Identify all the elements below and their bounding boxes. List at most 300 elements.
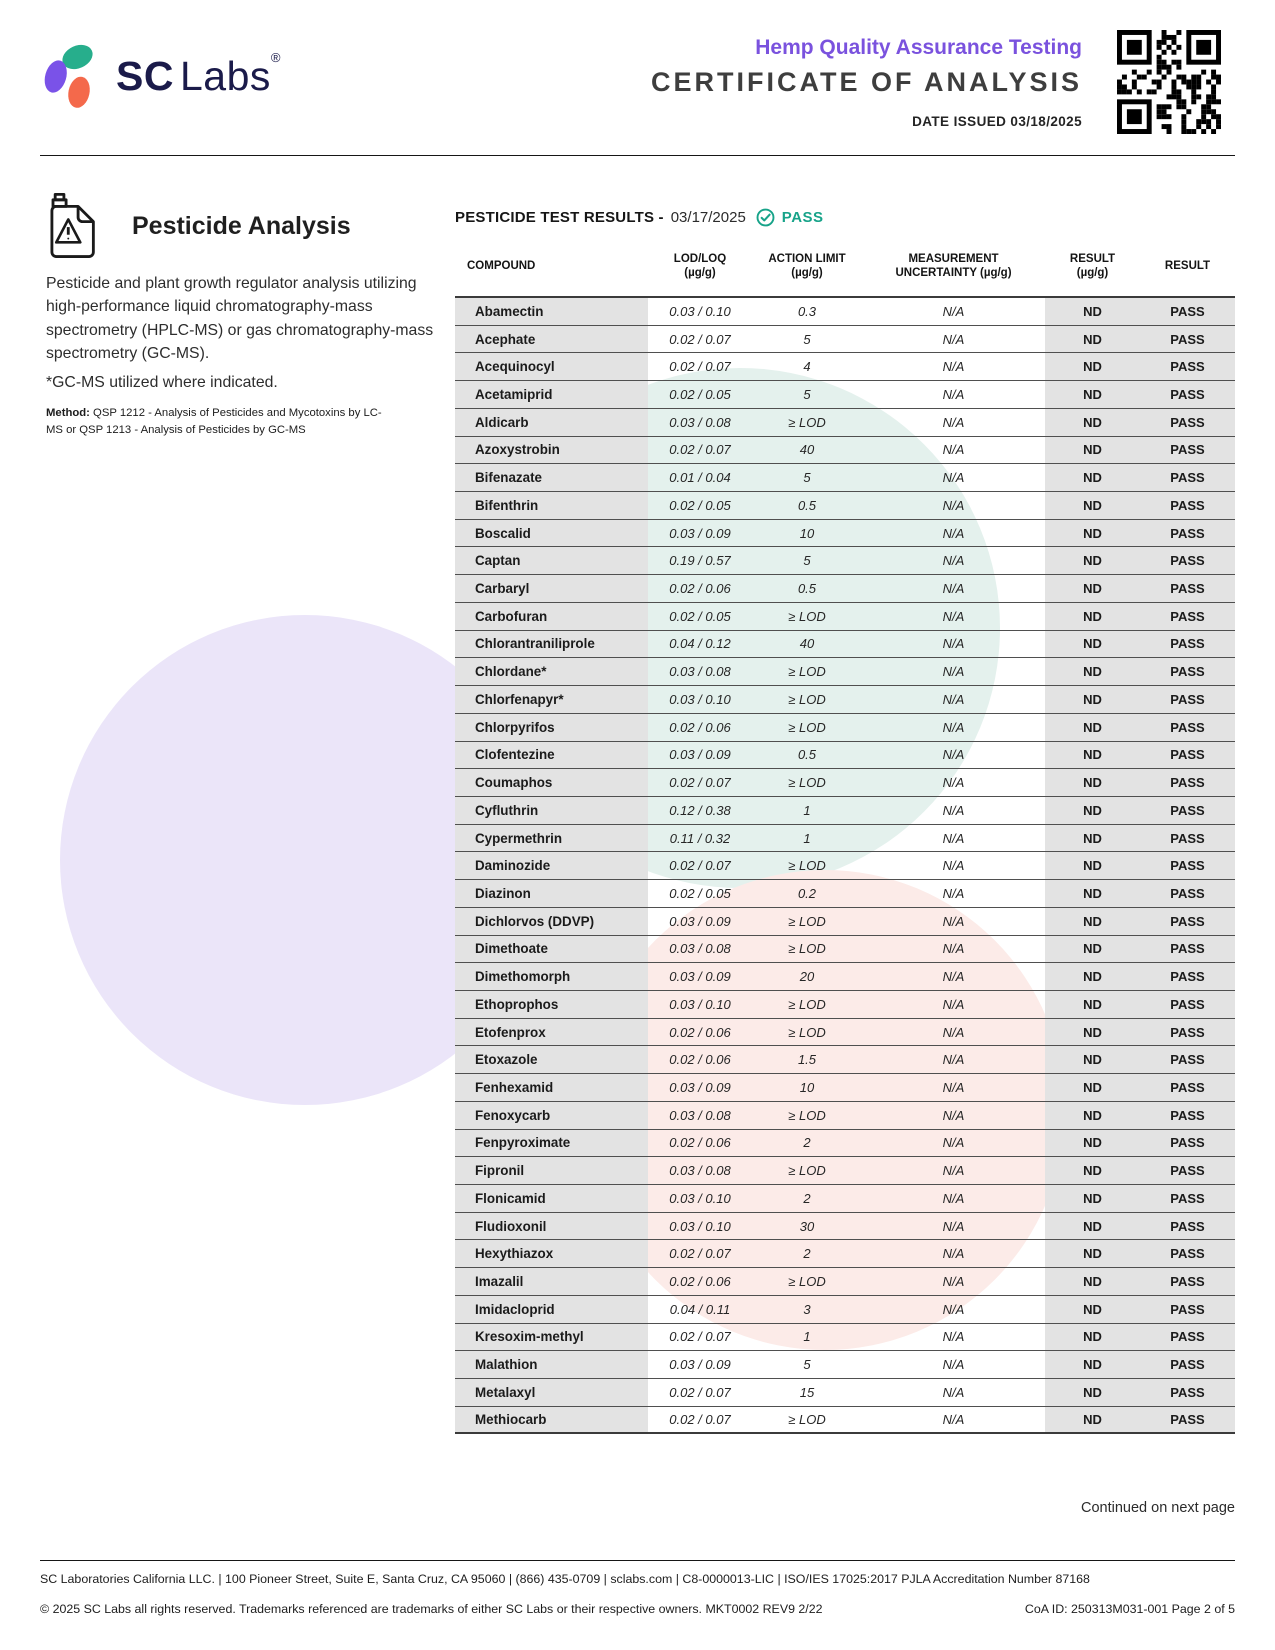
uncertainty-cell: N/A xyxy=(942,1274,965,1290)
uncertainty-cell: N/A xyxy=(942,497,965,513)
uncertainty-cell: N/A xyxy=(942,525,965,541)
method-value: QSP 1212 - Analysis of Pesticides and Mycotoxins by LC-MS or QSP 1213 - Analysis of Pesticides by GC-MS xyxy=(46,407,382,437)
lod-loq-cell: 0.02 / 0.07 xyxy=(669,1246,731,1262)
lod-loq-cell: 0.03 / 0.10 xyxy=(669,996,731,1012)
result-cell: ND xyxy=(1045,1185,1140,1212)
uncertainty-cell: N/A xyxy=(942,1024,965,1040)
logo-sc: SC xyxy=(116,53,174,99)
sclabs-logo xyxy=(40,36,281,114)
result-cell: ND xyxy=(1045,1074,1140,1101)
table-header-row xyxy=(455,236,1235,296)
compound-cell: Acequinocyl xyxy=(455,353,648,380)
lod-loq-cell: 0.03 / 0.09 xyxy=(669,969,731,985)
lod-loq-cell: 0.12 / 0.38 xyxy=(669,802,731,818)
lod-loq-cell: 0.03 / 0.10 xyxy=(669,303,731,319)
table-row xyxy=(455,1074,1235,1102)
lod-loq-cell: 0.03 / 0.08 xyxy=(669,1163,731,1179)
footer-legal xyxy=(40,1602,1235,1616)
status-cell: PASS xyxy=(1140,1074,1235,1101)
uncertainty-cell: N/A xyxy=(942,636,965,652)
action-limit-cell: 5 xyxy=(803,1357,811,1373)
table-row xyxy=(455,1046,1235,1074)
compound-cell: Hexythiazox xyxy=(455,1240,648,1267)
result-cell: ND xyxy=(1045,880,1140,907)
status-cell: PASS xyxy=(1140,298,1235,325)
lod-loq-cell: 0.02 / 0.06 xyxy=(669,1052,731,1068)
header-divider xyxy=(40,155,1235,156)
uncertainty-cell: N/A xyxy=(942,664,965,680)
compound-cell: Fipronil xyxy=(455,1157,648,1184)
method-text xyxy=(46,405,386,439)
lod-loq-cell: 0.02 / 0.07 xyxy=(669,331,731,347)
lod-loq-cell: 0.11 / 0.32 xyxy=(669,830,731,846)
status-cell: PASS xyxy=(1140,631,1235,658)
compound-cell: Fenhexamid xyxy=(455,1074,648,1101)
sclabs-logo-mark xyxy=(40,36,100,114)
status-cell: PASS xyxy=(1140,769,1235,796)
table-row xyxy=(455,852,1235,880)
uncertainty-cell: N/A xyxy=(942,913,965,929)
result-cell: ND xyxy=(1045,1157,1140,1184)
table-row xyxy=(455,409,1235,437)
lod-loq-cell: 0.03 / 0.08 xyxy=(669,941,731,957)
result-cell: ND xyxy=(1045,437,1140,464)
compound-cell: Clofentezine xyxy=(455,742,648,769)
table-row xyxy=(455,742,1235,770)
result-cell: ND xyxy=(1045,1324,1140,1351)
compound-cell: Cyfluthrin xyxy=(455,797,648,824)
section-note: *GC-MS utilized where indicated. xyxy=(46,373,278,391)
table-row xyxy=(455,353,1235,381)
table-row xyxy=(455,1130,1235,1158)
compound-cell: Etofenprox xyxy=(455,1019,648,1046)
uncertainty-cell: N/A xyxy=(942,359,965,375)
table-row xyxy=(455,437,1235,465)
uncertainty-cell: N/A xyxy=(942,941,965,957)
lod-loq-cell: 0.02 / 0.07 xyxy=(669,442,731,458)
table-row xyxy=(455,1185,1235,1213)
table-row xyxy=(455,381,1235,409)
qr-code xyxy=(1117,30,1221,134)
table-row xyxy=(455,936,1235,964)
table-row xyxy=(455,520,1235,548)
action-limit-cell: ≥ LOD xyxy=(788,941,826,957)
status-cell: PASS xyxy=(1140,326,1235,353)
uncertainty-cell: N/A xyxy=(942,608,965,624)
compound-cell: Fenpyroximate xyxy=(455,1130,648,1157)
result-cell: ND xyxy=(1045,298,1140,325)
results-title-label: PESTICIDE TEST RESULTS - xyxy=(455,208,664,226)
compound-cell: Metalaxyl xyxy=(455,1379,648,1406)
result-cell: ND xyxy=(1045,464,1140,491)
lod-loq-cell: 0.03 / 0.08 xyxy=(669,1107,731,1123)
result-cell: ND xyxy=(1045,908,1140,935)
lod-loq-cell: 0.03 / 0.08 xyxy=(669,414,731,430)
uncertainty-cell: N/A xyxy=(942,747,965,763)
footer-copyright: © 2025 SC Labs all rights reserved. Trademarks referenced are trademarks of either SC Labs or their respective owners. MKT0002 REV9 2/22 xyxy=(40,1602,823,1616)
result-cell: ND xyxy=(1045,1268,1140,1295)
compound-cell: Dichlorvos (DDVP) xyxy=(455,908,648,935)
status-cell: PASS xyxy=(1140,1102,1235,1129)
compound-cell: Kresoxim-methyl xyxy=(455,1324,648,1351)
lod-loq-cell: 0.02 / 0.06 xyxy=(669,1274,731,1290)
column-header: LOD/LOQ (µg/g) xyxy=(673,252,727,279)
action-limit-cell: 5 xyxy=(803,553,811,569)
action-limit-cell: 10 xyxy=(799,1079,815,1095)
uncertainty-cell: N/A xyxy=(942,1107,965,1123)
table-row xyxy=(455,631,1235,659)
action-limit-cell: 40 xyxy=(799,442,815,458)
table-row xyxy=(455,1268,1235,1296)
table-row xyxy=(455,1296,1235,1324)
table-row xyxy=(455,1102,1235,1130)
status-cell: PASS xyxy=(1140,1046,1235,1073)
result-cell: ND xyxy=(1045,603,1140,630)
uncertainty-cell: N/A xyxy=(942,1412,965,1428)
result-cell: ND xyxy=(1045,575,1140,602)
lod-loq-cell: 0.02 / 0.05 xyxy=(669,608,731,624)
status-cell: PASS xyxy=(1140,603,1235,630)
lod-loq-cell: 0.19 / 0.57 xyxy=(669,553,731,569)
action-limit-cell: 2 xyxy=(803,1246,811,1262)
footer-divider xyxy=(40,1560,1235,1561)
table-row xyxy=(455,686,1235,714)
action-limit-cell: 1 xyxy=(803,802,811,818)
uncertainty-cell: N/A xyxy=(942,858,965,874)
action-limit-cell: ≥ LOD xyxy=(788,719,826,735)
footer-lab-info: SC Laboratories California LLC. | 100 Pioneer Street, Suite E, Santa Cruz, CA 95060 | (866) 435-0709 | sclabs.com | C8-0000013-LIC | ISO/IES 17025:2017 PJLA Accreditation Number 87168 xyxy=(40,1572,1090,1586)
result-cell: ND xyxy=(1045,1407,1140,1433)
action-limit-cell: 40 xyxy=(799,636,815,652)
result-cell: ND xyxy=(1045,686,1140,713)
uncertainty-cell: N/A xyxy=(942,830,965,846)
status-cell: PASS xyxy=(1140,1019,1235,1046)
lod-loq-cell: 0.02 / 0.07 xyxy=(669,775,731,791)
status-cell: PASS xyxy=(1140,1268,1235,1295)
action-limit-cell: ≥ LOD xyxy=(788,1107,826,1123)
action-limit-cell: 2 xyxy=(803,1135,811,1151)
compound-cell: Ethoprophos xyxy=(455,991,648,1018)
action-limit-cell: ≥ LOD xyxy=(788,1024,826,1040)
result-cell: ND xyxy=(1045,963,1140,990)
continued-note: Continued on next page xyxy=(1081,1500,1235,1517)
lod-loq-cell: 0.03 / 0.10 xyxy=(669,691,731,707)
action-limit-cell: 1.5 xyxy=(797,1052,817,1068)
lod-loq-cell: 0.02 / 0.07 xyxy=(669,359,731,375)
table-row xyxy=(455,1407,1235,1435)
table-body xyxy=(455,296,1235,1434)
action-limit-cell: 10 xyxy=(799,525,815,541)
uncertainty-cell: N/A xyxy=(942,387,965,403)
result-cell: ND xyxy=(1045,714,1140,741)
status-cell: PASS xyxy=(1140,492,1235,519)
action-limit-cell: 2 xyxy=(803,1190,811,1206)
status-cell: PASS xyxy=(1140,991,1235,1018)
table-row xyxy=(455,963,1235,991)
table-row xyxy=(455,1324,1235,1352)
action-limit-cell: 15 xyxy=(799,1384,815,1400)
table-row xyxy=(455,492,1235,520)
table-row xyxy=(455,825,1235,853)
status-cell: PASS xyxy=(1140,1130,1235,1157)
pesticide-results-table xyxy=(455,206,1235,1516)
action-limit-cell: 20 xyxy=(799,969,815,985)
table-row xyxy=(455,658,1235,686)
pass-status-badge: PASS xyxy=(781,208,824,226)
result-cell: ND xyxy=(1045,326,1140,353)
action-limit-cell: ≥ LOD xyxy=(788,691,826,707)
uncertainty-cell: N/A xyxy=(942,1301,965,1317)
table-row xyxy=(455,797,1235,825)
lod-loq-cell: 0.03 / 0.09 xyxy=(669,1357,731,1373)
lod-loq-cell: 0.02 / 0.07 xyxy=(669,1412,731,1428)
result-cell: ND xyxy=(1045,381,1140,408)
date-issued: DATE ISSUED 03/18/2025 xyxy=(912,114,1082,129)
registered-mark: ® xyxy=(270,50,281,65)
compound-cell: Azoxystrobin xyxy=(455,437,648,464)
status-cell: PASS xyxy=(1140,575,1235,602)
compound-cell: Carbaryl xyxy=(455,575,648,602)
uncertainty-cell: N/A xyxy=(942,802,965,818)
compound-cell: Carbofuran xyxy=(455,603,648,630)
footer-coa-id: CoA ID: 250313M031-001 Page 2 of 5 xyxy=(1024,1602,1235,1616)
compound-cell: Chlorantraniliprole xyxy=(455,631,648,658)
table-row xyxy=(455,1351,1235,1379)
section-title: Pesticide Analysis xyxy=(132,211,351,240)
status-cell: PASS xyxy=(1140,464,1235,491)
uncertainty-cell: N/A xyxy=(942,719,965,735)
compound-cell: Fludioxonil xyxy=(455,1213,648,1240)
table-row xyxy=(455,714,1235,742)
lod-loq-cell: 0.02 / 0.07 xyxy=(669,1384,731,1400)
table-row xyxy=(455,880,1235,908)
lod-loq-cell: 0.02 / 0.06 xyxy=(669,581,731,597)
compound-cell: Acephate xyxy=(455,326,648,353)
uncertainty-cell: N/A xyxy=(942,1052,965,1068)
result-cell: ND xyxy=(1045,1240,1140,1267)
result-cell: ND xyxy=(1045,825,1140,852)
result-cell: ND xyxy=(1045,1213,1140,1240)
action-limit-cell: 1 xyxy=(803,830,811,846)
compound-cell: Dimethoate xyxy=(455,936,648,963)
status-cell: PASS xyxy=(1140,547,1235,574)
result-cell: ND xyxy=(1045,353,1140,380)
compound-cell: Captan xyxy=(455,547,648,574)
uncertainty-cell: N/A xyxy=(942,969,965,985)
table-row xyxy=(455,1240,1235,1268)
result-cell: ND xyxy=(1045,1046,1140,1073)
column-header: RESULT xyxy=(1164,259,1211,272)
lod-loq-cell: 0.03 / 0.09 xyxy=(669,913,731,929)
compound-cell: Abamectin xyxy=(455,298,648,325)
compound-cell: Bifenthrin xyxy=(455,492,648,519)
lod-loq-cell: 0.04 / 0.12 xyxy=(669,636,731,652)
result-cell: ND xyxy=(1045,1296,1140,1323)
compound-cell: Chlorpyrifos xyxy=(455,714,648,741)
action-limit-cell: 30 xyxy=(799,1218,815,1234)
compound-cell: Flonicamid xyxy=(455,1185,648,1212)
action-limit-cell: 5 xyxy=(803,470,811,486)
compound-cell: Dimethomorph xyxy=(455,963,648,990)
result-cell: ND xyxy=(1045,492,1140,519)
column-header: RESULT (µg/g) xyxy=(1069,252,1116,279)
document-title: CERTIFICATE OF ANALYSIS xyxy=(650,67,1082,97)
logo-labs: Labs xyxy=(179,53,271,99)
table-row xyxy=(455,547,1235,575)
pass-check-icon xyxy=(756,208,775,227)
status-cell: PASS xyxy=(1140,908,1235,935)
uncertainty-cell: N/A xyxy=(942,581,965,597)
lod-loq-cell: 0.03 / 0.09 xyxy=(669,1079,731,1095)
result-cell: ND xyxy=(1045,1379,1140,1406)
action-limit-cell: 3 xyxy=(803,1301,811,1317)
compound-cell: Imidacloprid xyxy=(455,1296,648,1323)
status-cell: PASS xyxy=(1140,520,1235,547)
action-limit-cell: 0.5 xyxy=(797,747,817,763)
table-row xyxy=(455,991,1235,1019)
lod-loq-cell: 0.02 / 0.06 xyxy=(669,1024,731,1040)
table-row xyxy=(455,603,1235,631)
action-limit-cell: ≥ LOD xyxy=(788,775,826,791)
action-limit-cell: 0.3 xyxy=(797,303,817,319)
result-cell: ND xyxy=(1045,631,1140,658)
action-limit-cell: 5 xyxy=(803,387,811,403)
status-cell: PASS xyxy=(1140,381,1235,408)
result-cell: ND xyxy=(1045,742,1140,769)
status-cell: PASS xyxy=(1140,1324,1235,1351)
uncertainty-cell: N/A xyxy=(942,1357,965,1373)
compound-cell: Acetamiprid xyxy=(455,381,648,408)
compound-cell: Etoxazole xyxy=(455,1046,648,1073)
result-cell: ND xyxy=(1045,991,1140,1018)
table-row xyxy=(455,908,1235,936)
status-cell: PASS xyxy=(1140,825,1235,852)
lod-loq-cell: 0.03 / 0.10 xyxy=(669,1190,731,1206)
status-cell: PASS xyxy=(1140,880,1235,907)
uncertainty-cell: N/A xyxy=(942,1218,965,1234)
action-limit-cell: 0.5 xyxy=(797,497,817,513)
status-cell: PASS xyxy=(1140,437,1235,464)
table-row xyxy=(455,1157,1235,1185)
status-cell: PASS xyxy=(1140,1407,1235,1433)
column-header: COMPOUND xyxy=(467,259,536,272)
section-description: Pesticide and plant growth regulator analysis utilizing high-performance liquid chromatography-mass spectrometry (HPLC-MS) or gas chromatography-mass spectrometry (GC-MS). xyxy=(46,274,434,363)
result-cell: ND xyxy=(1045,1130,1140,1157)
lod-loq-cell: 0.03 / 0.10 xyxy=(669,1218,731,1234)
status-cell: PASS xyxy=(1140,963,1235,990)
uncertainty-cell: N/A xyxy=(942,442,965,458)
table-row xyxy=(455,1213,1235,1241)
status-cell: PASS xyxy=(1140,1240,1235,1267)
uncertainty-cell: N/A xyxy=(942,1384,965,1400)
lod-loq-cell: 0.02 / 0.07 xyxy=(669,858,731,874)
action-limit-cell: ≥ LOD xyxy=(788,414,826,430)
compound-cell: Daminozide xyxy=(455,852,648,879)
result-cell: ND xyxy=(1045,769,1140,796)
result-cell: ND xyxy=(1045,1102,1140,1129)
action-limit-cell: ≥ LOD xyxy=(788,1274,826,1290)
results-title xyxy=(455,206,1235,228)
action-limit-cell: ≥ LOD xyxy=(788,608,826,624)
uncertainty-cell: N/A xyxy=(942,1246,965,1262)
lod-loq-cell: 0.02 / 0.05 xyxy=(669,497,731,513)
lod-loq-cell: 0.02 / 0.06 xyxy=(669,1135,731,1151)
result-cell: ND xyxy=(1045,852,1140,879)
action-limit-cell: ≥ LOD xyxy=(788,664,826,680)
table-row xyxy=(455,769,1235,797)
uncertainty-cell: N/A xyxy=(942,996,965,1012)
program-title: Hemp Quality Assurance Testing xyxy=(755,36,1082,59)
status-cell: PASS xyxy=(1140,852,1235,879)
uncertainty-cell: N/A xyxy=(942,553,965,569)
action-limit-cell: ≥ LOD xyxy=(788,1412,826,1428)
lod-loq-cell: 0.01 / 0.04 xyxy=(669,470,731,486)
column-header: ACTION LIMIT (µg/g) xyxy=(768,252,846,279)
uncertainty-cell: N/A xyxy=(942,1079,965,1095)
compound-cell: Cypermethrin xyxy=(455,825,648,852)
lod-loq-cell: 0.03 / 0.08 xyxy=(669,664,731,680)
results-date: 03/17/2025 xyxy=(670,208,746,226)
status-cell: PASS xyxy=(1140,742,1235,769)
lod-loq-cell: 0.04 / 0.11 xyxy=(669,1301,731,1317)
compound-cell: Aldicarb xyxy=(455,409,648,436)
uncertainty-cell: N/A xyxy=(942,1190,965,1206)
column-header: MEASUREMENT UNCERTAINTY (µg/g) xyxy=(895,252,1012,279)
compound-cell: Malathion xyxy=(455,1351,648,1378)
result-cell: ND xyxy=(1045,936,1140,963)
compound-cell: Chlorfenapyr* xyxy=(455,686,648,713)
header-title-block xyxy=(640,36,1082,129)
pesticide-jug-icon xyxy=(46,190,108,262)
table-row xyxy=(455,1019,1235,1047)
result-cell: ND xyxy=(1045,658,1140,685)
uncertainty-cell: N/A xyxy=(942,691,965,707)
table-row xyxy=(455,326,1235,354)
result-cell: ND xyxy=(1045,1351,1140,1378)
status-cell: PASS xyxy=(1140,797,1235,824)
status-cell: PASS xyxy=(1140,686,1235,713)
lod-loq-cell: 0.02 / 0.07 xyxy=(669,1329,731,1345)
method-label: Method: xyxy=(46,407,90,420)
result-cell: ND xyxy=(1045,797,1140,824)
compound-cell: Imazalil xyxy=(455,1268,648,1295)
action-limit-cell: ≥ LOD xyxy=(788,913,826,929)
uncertainty-cell: N/A xyxy=(942,775,965,791)
action-limit-cell: 0.5 xyxy=(797,581,817,597)
action-limit-cell: 4 xyxy=(803,359,811,375)
lod-loq-cell: 0.03 / 0.09 xyxy=(669,525,731,541)
uncertainty-cell: N/A xyxy=(942,331,965,347)
action-limit-cell: 1 xyxy=(803,1329,811,1345)
action-limit-cell: ≥ LOD xyxy=(788,858,826,874)
status-cell: PASS xyxy=(1140,1185,1235,1212)
table-row xyxy=(455,298,1235,326)
sclabs-logo-text xyxy=(116,50,281,100)
lod-loq-cell: 0.03 / 0.09 xyxy=(669,747,731,763)
lod-loq-cell: 0.02 / 0.06 xyxy=(669,719,731,735)
action-limit-cell: ≥ LOD xyxy=(788,996,826,1012)
section-header xyxy=(46,190,351,262)
action-limit-cell: 0.2 xyxy=(797,885,817,901)
status-cell: PASS xyxy=(1140,353,1235,380)
compound-cell: Fenoxycarb xyxy=(455,1102,648,1129)
uncertainty-cell: N/A xyxy=(942,1135,965,1151)
uncertainty-cell: N/A xyxy=(942,303,965,319)
compound-cell: Chlordane* xyxy=(455,658,648,685)
table-row xyxy=(455,1379,1235,1407)
lod-loq-cell: 0.02 / 0.05 xyxy=(669,885,731,901)
result-cell: ND xyxy=(1045,1019,1140,1046)
